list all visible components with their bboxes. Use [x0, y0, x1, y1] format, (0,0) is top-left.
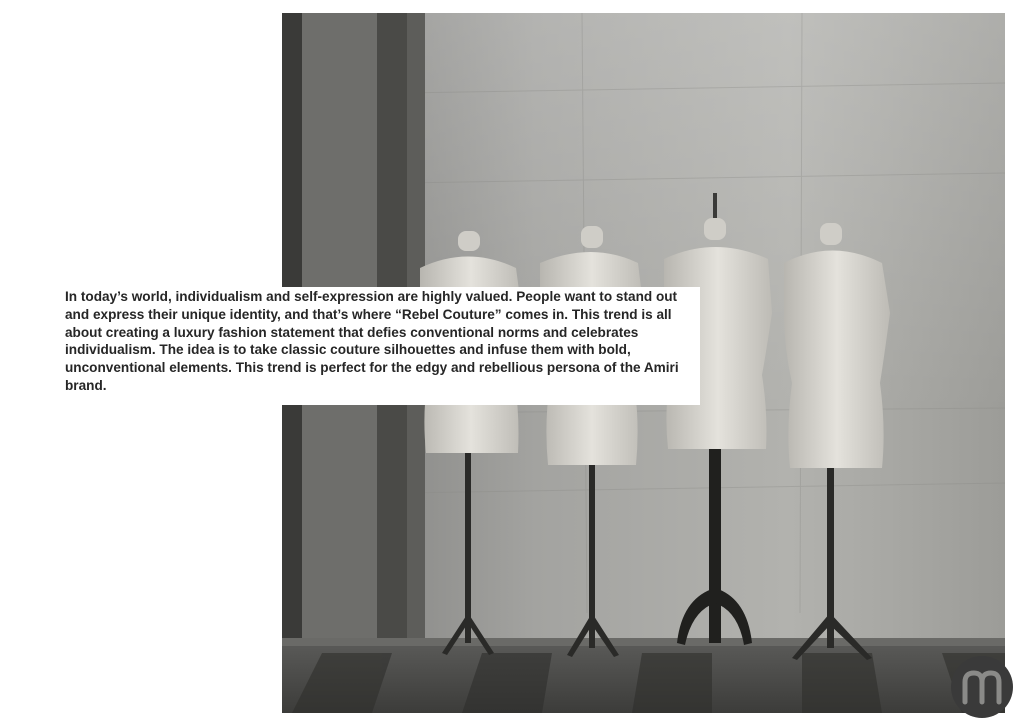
brand-m-logo-icon — [951, 656, 1013, 718]
body-paragraph: In today’s world, individualism and self-expression are highly valued. People want to stand out and express their unique identity, and that’s where “Rebel Couture” comes in. This trend is all about creating a luxury fashion statement that defies conventional norms and celebrates individualism. The idea is to take classic couture silhouettes and infuse them with bold, unconventional elements. This trend is perfect for the edgy and rebellious persona of the Amiri brand. — [65, 289, 679, 393]
text-overlay-box — [64, 287, 700, 405]
